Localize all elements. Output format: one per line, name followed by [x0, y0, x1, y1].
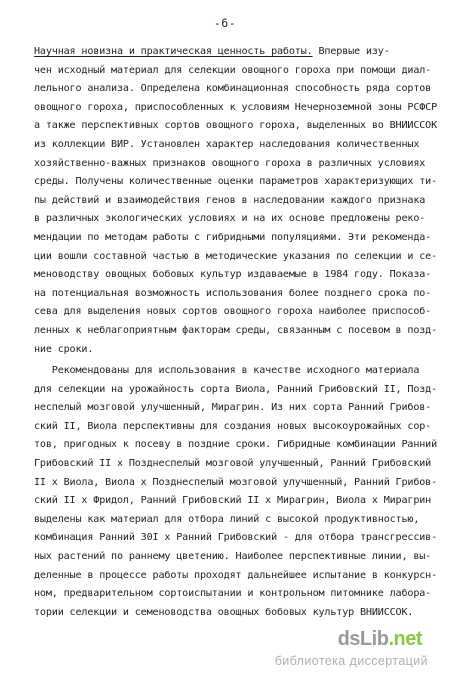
watermark	[252, 628, 442, 672]
text-line: Грибовский II х Позднеспелый мозговой улучшенный, Ранний Грибовский	[34, 458, 432, 470]
text-line: выделены как материал для отбора линий с высокой продуктивностью,	[34, 513, 420, 525]
text-line: ский II х Фридол, Ранний Грибовский II х Мирагрин, Виола х Мирагрин	[34, 495, 432, 507]
text-line: мендации по методам работы с гибридными популяциями. Эти рекоменда-	[34, 231, 432, 243]
text-line: на потенциальная возможность использования более позднего срока по-	[34, 287, 432, 299]
text-line: среды. Получены количественные оценки параметров характеризующих ти-	[34, 176, 438, 188]
text-line: ных растений по раннему цветению. Наиболее перспективные линии, вы-	[34, 551, 432, 563]
text-line: ленных к неблагоприятным факторам среды, связанным с посевом в позд-	[34, 324, 438, 336]
section-heading: Научная новизна и практическая ценность работы.	[34, 46, 313, 57]
text-line	[34, 43, 444, 62]
text-line: Рекомендованы для использования в качестве исходного материала	[34, 365, 420, 377]
watermark-caption: библиотека диссертаций	[274, 654, 428, 668]
text-line: тории селекции и семеноводства овощных бобовых культур ВНИИССОК.	[34, 606, 414, 618]
page-number: -6-	[213, 16, 237, 30]
text-line: комбинация Ранний 30I х Ранний Грибовский - для отбора трансгрессив-	[34, 532, 438, 544]
text-line: сева для выделения новых сортов овощного гороха наиболее приспособ-	[34, 306, 432, 318]
watermark-logo	[338, 628, 422, 651]
watermark-logo-accent: .net	[388, 628, 422, 650]
text-line: хозяйственно-важных признаков овощного гороха в различных условиях	[34, 157, 426, 169]
text-line: II х Виола, Виола х Позднеспелый мозговой улучшенный, Ранний Грибов-	[34, 476, 438, 488]
text-line: деленные в процессе работы проходят дальнейшее испытание в конкурсн-	[34, 569, 438, 581]
text-line: ние сроки.	[34, 343, 94, 355]
text-line: меноводству овощных бобовых культур издаваемые в 1984 году. Показа-	[34, 269, 432, 281]
text-line: лельного анализа. Определена комбинационная способность ряда сортов	[34, 83, 432, 95]
text-line: из коллекции ВИР. Установлен характер наследования количественных	[34, 138, 420, 150]
text-line: для селекции на урожайность сорта Виола, Ранний Грибовский II, Позд-	[34, 383, 438, 395]
body-text	[34, 43, 444, 622]
text-line: в различных экологических условиях и на их основе предложены реко-	[34, 213, 426, 225]
text-line: ции вошли составной частью в методические указания по селекции и се-	[34, 250, 438, 262]
text-line: тов, пригодных к посеву в поздние сроки. Гибридные комбинации Ранний	[34, 439, 438, 451]
text-line-continuation: Впервые изу-	[312, 46, 390, 57]
text-line: ном, предварительном сортоиспытании и контрольном питомнике лабора-	[34, 588, 432, 600]
text-line: пы действий и взаимодействия генов в наследовании каждого признака	[34, 194, 426, 206]
watermark-logo-main: dsLib	[337, 628, 389, 650]
text-line: неспелый мозговой улучшенный, Мирагрин. Из них сорта Ранний Грибов-	[34, 402, 432, 414]
text-line: ский II, Виола перспективны для создания новых высокоурожайных сор-	[34, 420, 432, 432]
text-line: чен исходный материал для селекции овощного гороха при помощи диал-	[34, 64, 432, 76]
text-line: овощного гороха, приспособленных к условиям Нечерноземной зоны РСФСР	[34, 101, 438, 113]
text-line: а также перспективных сортов овощного гороха, выделенных во ВНИИССОК	[34, 120, 438, 132]
